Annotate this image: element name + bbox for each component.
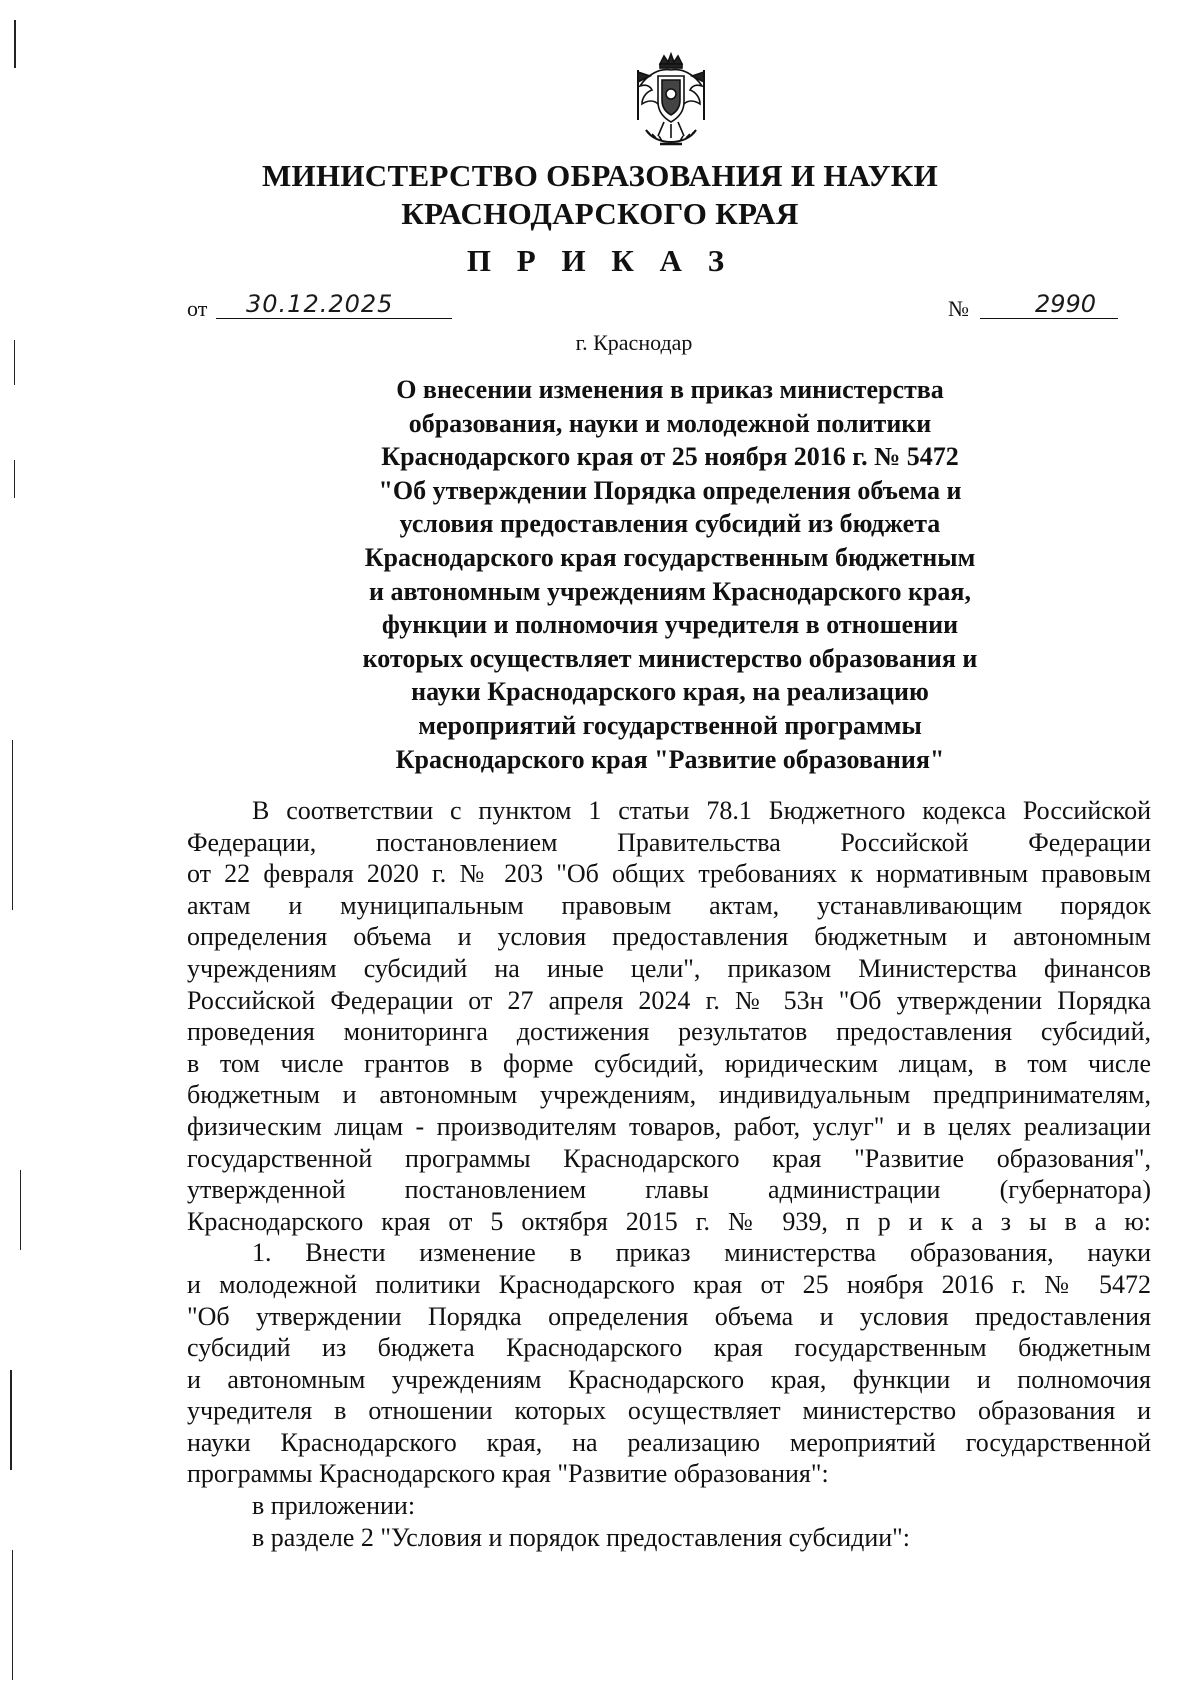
body-line: Федерации, постановлением Правительства Российской Федерации [187,827,1151,857]
subject-line: образования, науки и молодежной политики [408,408,932,438]
subject-line: Краснодарского края от 25 ноября 2016 г. № 5472 [381,442,959,472]
scan-mark [20,1170,21,1250]
subject-line: мероприятий государственной программы [418,710,922,740]
date-underline [216,318,452,319]
subject-line: Краснодарского края государственным бюджетным [364,542,976,572]
subject-line: науки Краснодарского края, на реализацию [411,677,929,707]
body-line: Российской Федерации от 27 апреля 2024 г. № 53н "Об утверждении Порядка [187,985,1151,1015]
number-handwritten: 2990 [1035,290,1097,318]
body-line: учреждениям субсидий на иные цели", приказом Министерства финансов [187,953,1151,983]
body-line: в разделе 2 "Условия и порядок предоставления субсидии": [252,1522,911,1552]
order-body [187,795,1151,1553]
body-line: актам и муниципальным правовым актам, устанавливающим порядок [187,890,1151,920]
scan-mark [12,1550,13,1680]
body-line: В соответствии с пунктом 1 статьи 78.1 Бюджетного кодекса Российской [252,796,1151,825]
coat-of-arms-emblem [630,50,712,150]
subject-line: Краснодарского края "Развитие образования" [395,744,945,774]
subject-line: О внесении изменения в приказ министерства [396,375,944,404]
order-subject [300,373,1040,776]
ministry-line: КРАСНОДАРСКОГО КРАЯ [401,196,799,231]
body-line: субсидий из бюджета Краснодарского края государственным бюджетным [187,1333,1151,1363]
ministry-line: МИНИСТЕРСТВО ОБРАЗОВАНИЯ И НАУКИ [262,158,938,193]
ministry-heading [0,157,1200,233]
scan-mark [10,1370,12,1470]
body-line: в приложении: [252,1491,416,1521]
order-title: П Р И К А З [466,243,734,278]
subject-line: условия предоставления субсидий из бюджета [399,509,941,539]
city: г. Краснодар [575,330,693,355]
body-line: и молодежной политики Краснодарского края от 25 ноября 2016 г. № 5472 [187,1269,1151,1299]
body-line: "Об утверждении Порядка определения объема и условия предоставления [187,1301,1151,1331]
subject-line: "Об утверждении Порядка определения объема и [378,475,962,505]
subject-line: которых осуществляет министерство образования и [362,643,978,673]
date-label: от [187,296,208,321]
body-line: определения объема и условия предоставления бюджетным и автономным [187,922,1151,952]
date-handwritten: 30.12.2025 [246,290,394,318]
body-line: учредителя в отношении которых осуществляет министерство образования и [187,1396,1151,1426]
body-line: бюджетным и автономным учреждениям, индивидуальным предпринимателям, [187,1080,1151,1110]
body-line: 1. Внести изменение в приказ министерства образования, науки [252,1238,1151,1268]
body-line: от 22 февраля 2020 г. № 203 "Об общих требованиях к нормативным правовым [187,859,1151,889]
body-line: программы Краснодарского края "Развитие образования": [187,1459,829,1489]
number-label: № [948,296,969,321]
body-line: утвержденной постановлением главы администрации (губернатора) [187,1175,1151,1205]
body-line: науки Краснодарского края, на реализацию мероприятий государственной [187,1427,1151,1457]
body-line: Краснодарского края от 5 октября 2015 г. № 939, п р и к а з ы в а ю: [187,1206,1151,1236]
scan-mark [14,20,16,68]
body-line: проведения мониторинга достижения результатов предоставления субсидий, [187,1017,1151,1047]
body-line: в том числе грантов в форме субсидий, юридическим лицам, в том числе [187,1048,1151,1078]
scan-mark [12,740,13,910]
body-line: и автономным учреждениям Краснодарского края, функции и полномочия [187,1364,1151,1394]
body-line: физическим лицам - производителям товаров, работ, услуг" и в целях реализации [187,1111,1151,1141]
number-underline [980,318,1118,319]
subject-line: функции и полномочия учредителя в отношении [381,610,959,640]
scan-mark [14,460,15,498]
subject-line: и автономным учреждениям Краснодарского края, [369,576,971,606]
body-line: государственной программы Краснодарского края "Развитие образования", [187,1143,1151,1173]
